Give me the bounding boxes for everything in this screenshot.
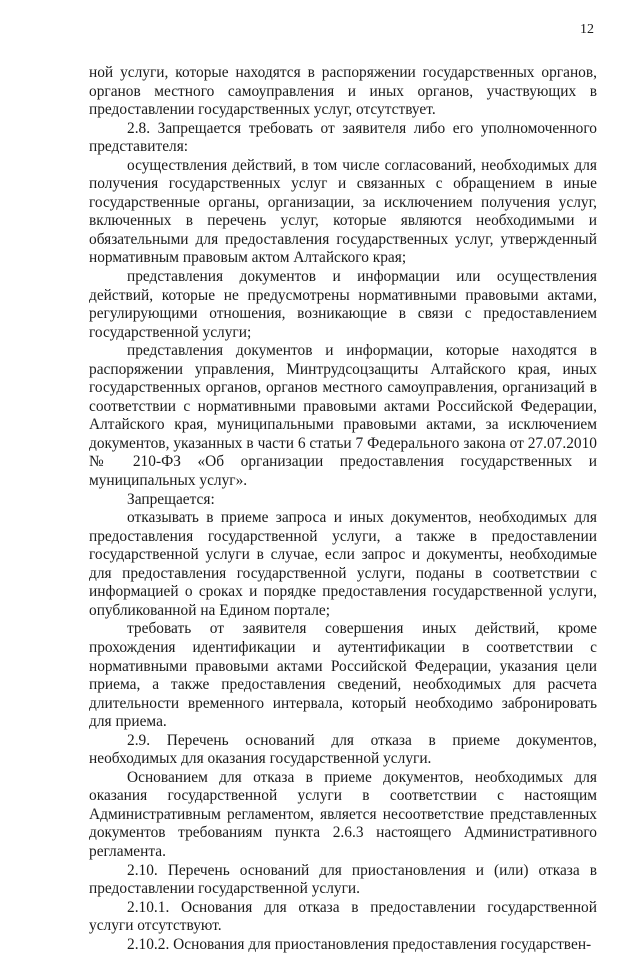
paragraph-2-10-2: 2.10.2. Основания для приостановления предоставления государствен- bbox=[127, 935, 592, 953]
paragraph-2-10-1: 2.10.1. Основания для отказа в предоставлении государственной услуги отсутствуют. bbox=[89, 898, 597, 935]
paragraph-prohibited: Запрещается: bbox=[127, 490, 215, 508]
paragraph-prohibition-information: представления документов и информации, которые находятся в распоряжении управления, Минтрудсоцзащиты Алтайского края, иных государственных органов, органов местного самоуправления, организаций в соответствии с нормативными правовыми актами Российской Федерации, Алтайского края, муниципальными правовыми актами, за исключением документов, указанных в части 6 статьи 7 Федерального закона от 27.07.2010 № 210-ФЗ «Об организации предоставления государственных и муниципальных услуг». bbox=[89, 342, 597, 490]
paragraph-2-8-heading: 2.8. Запрещается требовать от заявителя либо его уполномоченного представителя: bbox=[89, 119, 597, 156]
paragraph-require-actions: требовать от заявителя совершения иных действий, кроме прохождения идентификации и аутентификации в соответствии с нормативными правовыми актами Российской Федерации, указания цели приема, а также предоставления сведений, необходимых для расчета длительности временного интервала, который необходимо забронировать для приема. bbox=[89, 620, 597, 731]
paragraph-refuse-request: отказывать в приеме запроса и иных документов, необходимых для предоставления государственной услуги, а также в предоставлении государственной услуги в случае, если запрос и документы, необходимые для предоставления государственной услуги, поданы в соответствии с информацией о сроках и порядке предоставления государственной услуги, опубликованной на Едином портале; bbox=[89, 509, 597, 619]
paragraph-prohibition-actions: осуществления действий, в том числе согласований, необходимых для получения государственных услуг и связанных с обращением в иные государственные органы, организации, за исключением получения услуг, включенных в перечень услуг, которые являются необходимыми и обязательными для предоставления государственных услуг, утвержденный нормативным правовым актом Алтайского края; bbox=[89, 156, 597, 267]
paragraph-refusal-grounds: Основанием для отказа в приеме документов, необходимых для оказания государственной услуги в соответствии с настоящим Административным регламентом, является несоответствие представленных документов требованиям пункта 2.6.3 настоящего Административного регламента. bbox=[89, 768, 597, 860]
paragraph-prohibition-documents: представления документов и информации или осуществления действий, которые не предусмотрены нормативными правовыми актами, регулирующими отношения, возникающие в связи с предоставлением государственной услуги; bbox=[89, 268, 597, 341]
paragraph-2-9-heading: 2.9. Перечень оснований для отказа в приеме документов, необходимых для оказания государственной услуги. bbox=[89, 731, 597, 768]
document-body bbox=[89, 64, 597, 954]
paragraph-continuation: ной услуги, которые находятся в распоряжении государственных органов, органов местного самоуправления и иных органов, участвующих в предоставлении государственных услуг, отсутствует. bbox=[89, 64, 597, 119]
page-number: 12 bbox=[580, 22, 594, 37]
paragraph-2-10-heading: 2.10. Перечень оснований для приостановления и (или) отказа в предоставлении государственной услуги. bbox=[89, 861, 597, 898]
